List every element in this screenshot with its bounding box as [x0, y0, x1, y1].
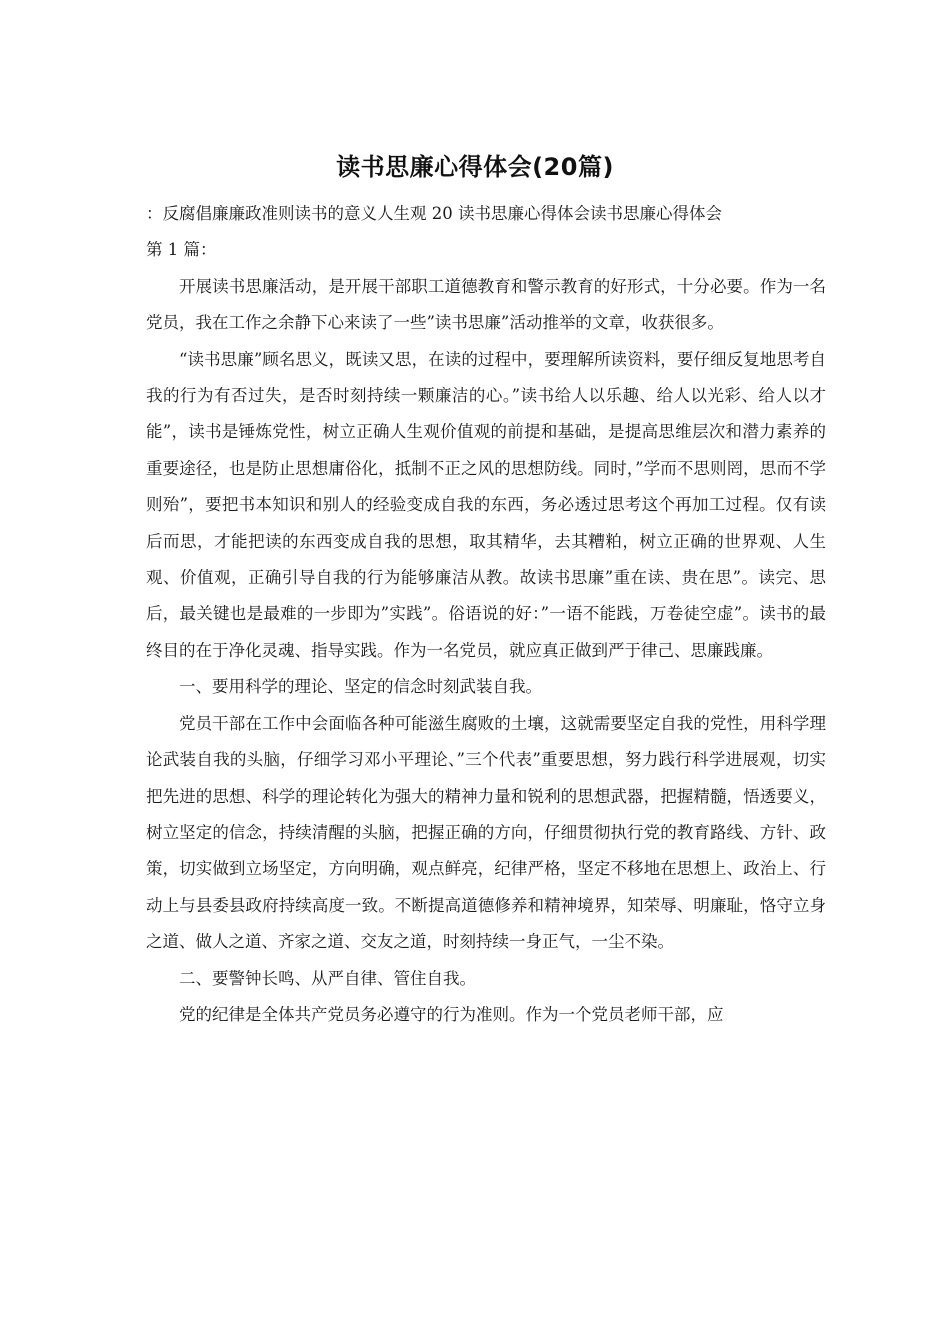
- subtitle-line: ：反腐倡廉廉政准则读书的意义人生观 20 读书思廉心得体会读书思廉心得体会: [146, 204, 722, 223]
- paragraph-2: “读书思廉”顾名思义，既读又思，在读的过程中，要理解所读资料，要仔细反复地思考自我的行为有否过失，是否时刻持续一颗廉洁的心。”读书给人以乐趣、给人以光彩、给人以才能”，读书是锤炼党性，树立正确人生观价值观的前提和基础，是提高思维层次和潜力素养的重要途径，也是防止思想庸俗化，抵制不正之风的思想防线。同时，”学而不思则罔，思而不学则殆”，要把书本知识和别人的经验变成自我的东西，务必透过思考这个再加工过程。仅有读后而思，才能把读的东西变成自我的思想，取其精华，去其糟粕，树立正确的世界观、人生观、价值观，正确引导自我的行为能够廉洁从教。故读书思廉”重在读、贵在思”。读完、思后，最关键也是最难的一步即为”实践”。俗语说的好：”一语不能践，万卷徒空虚”。读书的最终目的在于净化灵魂、指导实践。作为一名党员，就应真正做到严于律己、思廉践廉。: [146, 349, 826, 660]
- paragraph-4: 党的纪律是全体共产党员务必遵守的行为准则。作为一个党员老师干部，应: [179, 1004, 724, 1024]
- document-body: [146, 196, 826, 1033]
- heading-point-2: 二、要警钟长鸣、从严自律、管住自我。: [179, 968, 476, 988]
- paragraph-3: 党员干部在工作中会面临各种可能滋生腐败的土壤，这就需要坚定自我的党性，用科学理论武装自我的头脑，仔细学习邓小平理论、”三个代表”重要思想，努力践行科学进展观，切实把先进的思想、科学的理论转化为强大的精神力量和锐利的思想武器，把握精髓，悟透要义，树立坚定的信念，持续清醒的头脑，把握正确的方向，仔细贯彻执行党的教育路线、方针、政策，切实做到立场坚定，方向明确，观点鲜亮，纪律严格，坚定不移地在思想上、政治上、行动上与县委县政府持续高度一致。不断提高道德修养和精神境界，知荣辱、明廉耻，恪守立身之道、做人之道、齐家之道、交友之道，时刻持续一身正气，一尘不染。: [146, 713, 826, 952]
- paragraph-1: 开展读书思廉活动，是开展干部职工道德教育和警示教育的好形式，十分必要。作为一名党员，我在工作之余静下心来读了一些”读书思廉”活动推举的文章，收获很多。: [146, 276, 826, 333]
- document-title: 读书思廉心得体会(20篇): [336, 153, 614, 181]
- heading-point-1: 一、要用科学的理论、坚定的信念时刻武装自我。: [179, 677, 542, 697]
- section-label: 第 1 篇：: [146, 240, 217, 260]
